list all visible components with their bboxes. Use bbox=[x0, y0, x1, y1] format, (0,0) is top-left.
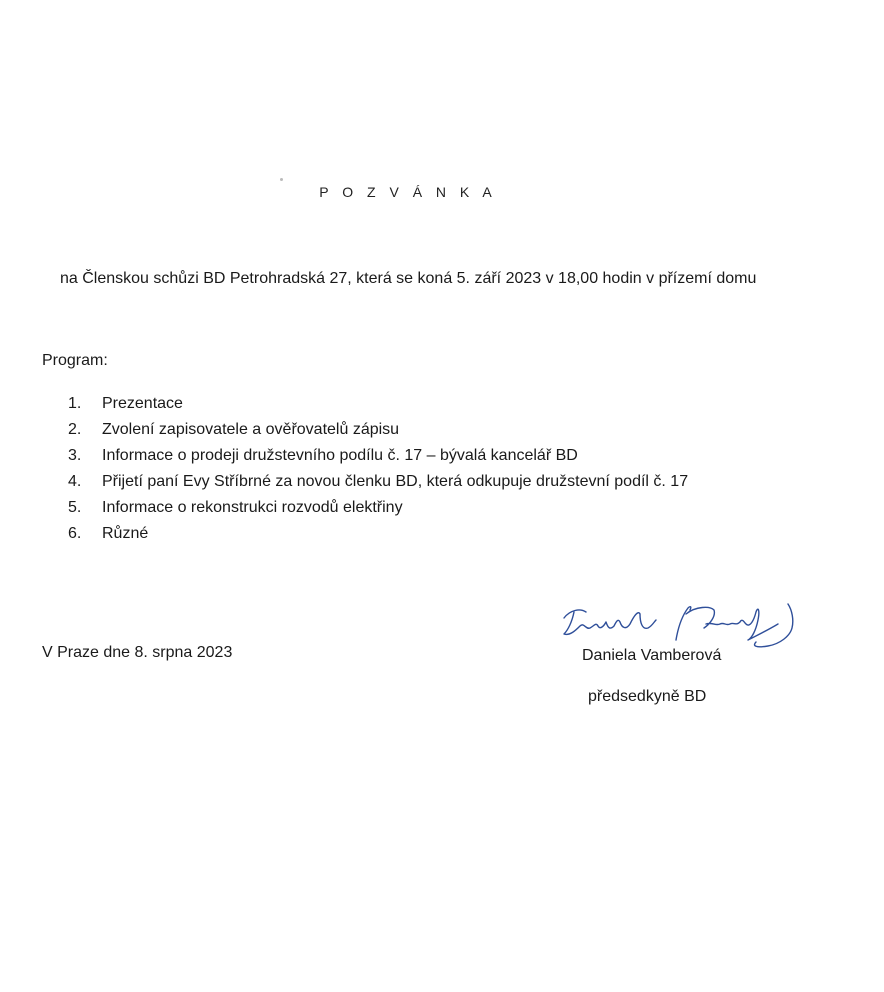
agenda-item bbox=[68, 421, 688, 447]
agenda-item bbox=[68, 473, 688, 499]
agenda-item-number: 4. bbox=[68, 473, 82, 490]
agenda-item-text: Zvolení zapisovatele a ověřovatelů zápisu bbox=[102, 421, 400, 438]
signature-strokes bbox=[564, 604, 793, 647]
agenda-item-number: 6. bbox=[68, 525, 82, 542]
place-and-date: V Praze dne 8. srpna 2023 bbox=[42, 644, 233, 661]
agenda-item bbox=[68, 395, 688, 421]
scan-speck bbox=[280, 178, 283, 181]
signer-name: Daniela Vamberová bbox=[582, 647, 722, 664]
document-title: P O Z V Á N K A bbox=[319, 184, 497, 200]
agenda-item bbox=[68, 525, 688, 551]
agenda-item-text: Různé bbox=[102, 525, 149, 542]
agenda-item bbox=[68, 499, 688, 525]
agenda-item bbox=[68, 447, 688, 473]
agenda-item-text: Informace o rekonstrukci rozvodů elektřiny bbox=[102, 499, 403, 516]
signer-role: předsedkyně BD bbox=[588, 688, 707, 705]
agenda-item-number: 1. bbox=[68, 395, 82, 412]
program-label: Program: bbox=[42, 352, 108, 369]
agenda-item-text: Informace o prodeji družstevního podílu č. 17 – bývalá kancelář BD bbox=[102, 447, 578, 464]
agenda-list bbox=[68, 395, 688, 551]
document-subtitle: na Členskou schůzi BD Petrohradská 27, která se koná 5. září 2023 v 18,00 hodin v přízemí domu bbox=[60, 270, 757, 287]
agenda-item-text: Prezentace bbox=[102, 395, 183, 412]
agenda-item-number: 3. bbox=[68, 447, 82, 464]
agenda-item-text: Přijetí paní Evy Stříbrné za novou členku BD, která odkupuje družstevní podíl č. 17 bbox=[102, 473, 689, 490]
agenda-item-number: 5. bbox=[68, 499, 82, 516]
agenda-item-number: 2. bbox=[68, 421, 82, 438]
